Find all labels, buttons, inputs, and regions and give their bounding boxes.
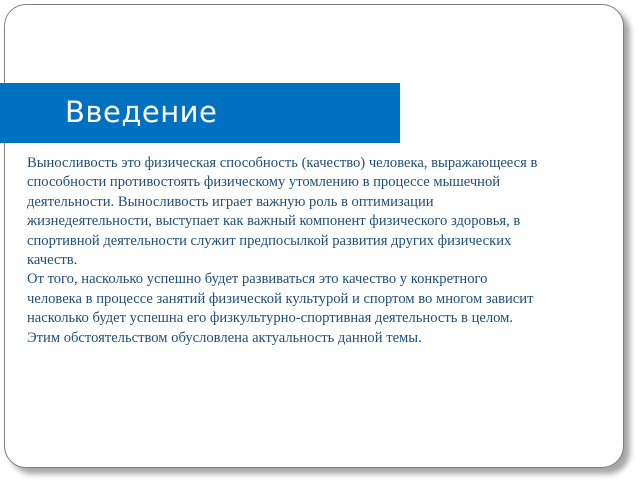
body-paragraph-1: Выносливость это физическая способность (качество) человека, выражающееся в способности противостоять физическому утомлению в процессе мышечной деятельности. Выносливость играет важную роль в оптимизации жизнедеятельности, выступает как важный компонент физического здоровья, в спортивной деятельности служит предпосылкой развития других физических качеств.	[27, 155, 538, 269]
slide-body	[27, 154, 542, 348]
slide-title: Введение	[65, 95, 218, 129]
body-paragraph-2: От того, насколько успешно будет развиваться это качество у конкретного человека в процессе занятий физической культурой и спортом во многом зависит насколько будет успешна его физкультурно-спортивная деятельность в целом. Этим обстоятельством обусловлена актуальность данной темы.	[27, 271, 534, 346]
